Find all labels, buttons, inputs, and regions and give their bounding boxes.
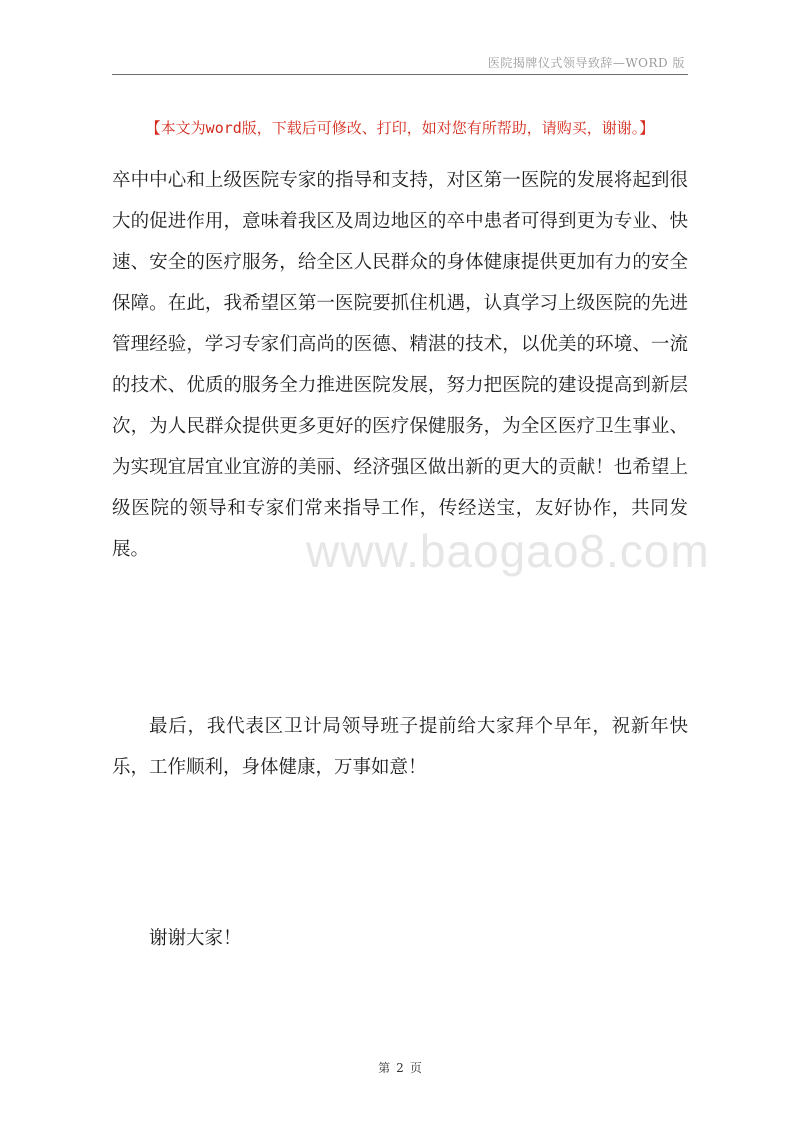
body-paragraph-1: 卒中中心和上级医院专家的指导和支持，对区第一医院的发展将起到很大的促进作用，意味着我区及周边地区的卒中患者可得到更为专业、快速、安全的医疗服务，给全区人民群众的身体健康提供更加有力的安全保障。在此，我希望区第一医院要抓住机遇，认真学习上级医院的先进管理经验，学习专家们高尚的医德、精湛的技术，以优美的环境、一流的技术、优质的服务全力推进医院发展，努力把医院的建设提高到新层次，为人民群众提供更多更好的医疗保健服务，为全区医疗卫生事业、为实现宜居宜业宜游的美丽、经济强区做出新的更大的贡献！也希望上级医院的领导和专家们常来指导工作，传经送宝，友好协作，共同发展。: [112, 170, 688, 560]
watermark: www.baogao8.com: [306, 525, 710, 577]
header-divider: [112, 74, 688, 75]
page-number: [0, 1059, 800, 1076]
body-paragraph-2: 最后，我代表区卫计局领导班子提前给大家拜个早年，祝新年快乐，工作顺利，身体健康，万事如意！: [112, 716, 688, 778]
page-number-suffix: 页: [409, 1061, 422, 1075]
page-number-prefix: 第: [378, 1061, 391, 1075]
page-number-value: 2: [396, 1061, 404, 1075]
download-notice: 【本文为word版，下载后可修改、打印，如对您有所帮助，请购买，谢谢。】: [145, 119, 655, 137]
document-header-title: 医院揭牌仪式领导致辞—WORD 版: [487, 56, 685, 70]
body-paragraph-3: 谢谢大家！: [149, 928, 242, 949]
